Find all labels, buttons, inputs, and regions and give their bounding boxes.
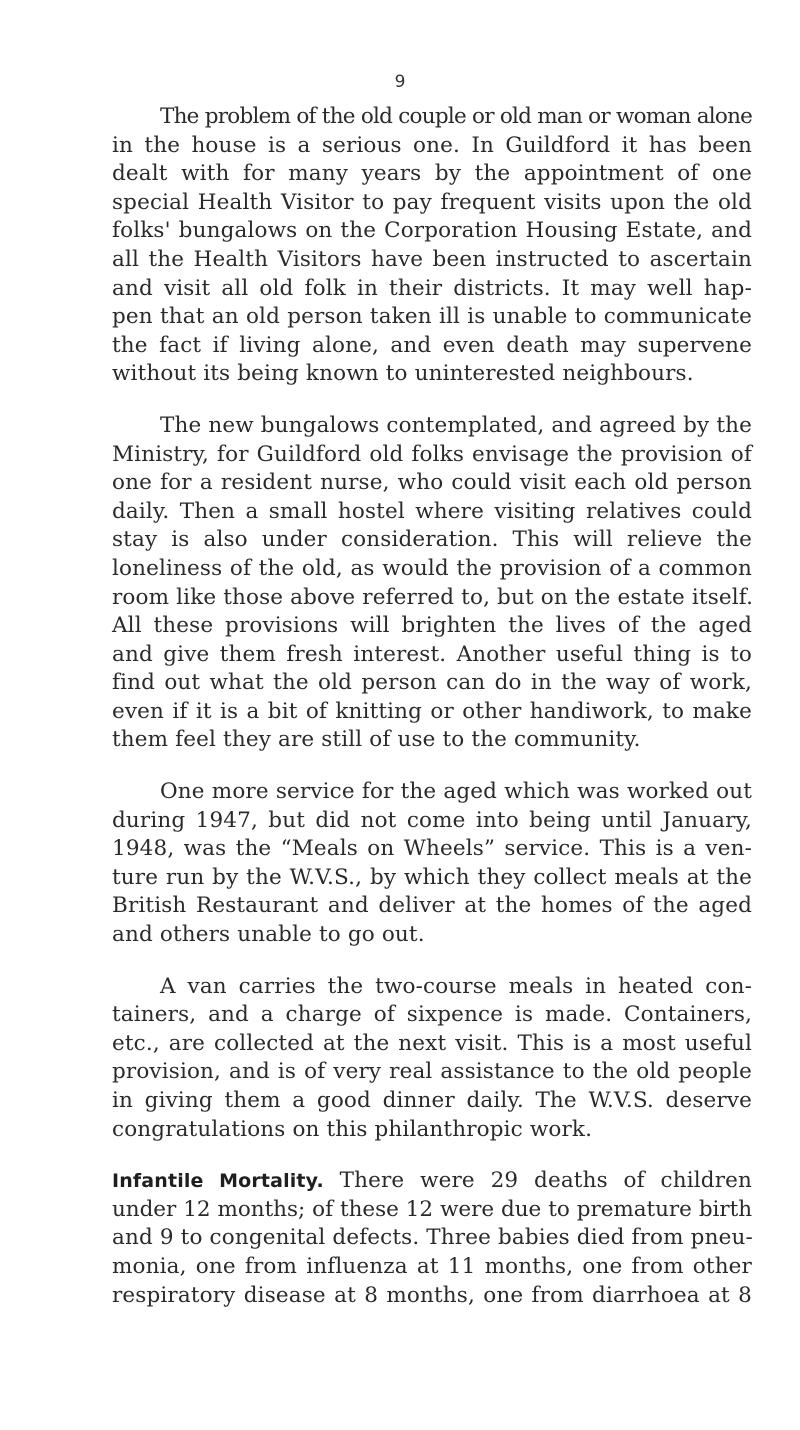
text-line: find out what the old person can do in the way of work, <box>112 670 752 696</box>
paragraph-old-folk-alone <box>112 103 752 389</box>
text-line: provision, and is of very real assistance to the old people <box>112 1059 752 1085</box>
text-line: under 12 months; of these 12 were due to premature birth <box>112 1196 752 1222</box>
paragraph-spacer <box>112 1144 752 1167</box>
text-line: one for a resident nurse, who could visit each old person <box>112 470 752 496</box>
text-line: without its being known to uninterested neighbours. <box>112 361 694 387</box>
text-line: The problem of the old couple or old man or woman alone <box>160 104 753 129</box>
text-line: daily. Then a small hostel where visiting relatives could <box>112 498 752 524</box>
text-line: the fact if living alone, and even death may supervene <box>112 332 752 358</box>
text-line: A van carries the two-course meals in heated con- <box>160 973 752 999</box>
text-line: even if it is a bit of knitting or other handiwork, to make <box>112 698 752 724</box>
text-line: in giving them a good dinner daily. The W.V.S. deserve <box>112 1088 752 1113</box>
paragraph-spacer <box>112 389 752 412</box>
text-line: and 9 to congenital defects. Three babies died from pneu- <box>112 1225 753 1251</box>
paragraph-spacer <box>112 950 752 973</box>
text-line: respiratory disease at 8 months, one from diarrhoea at 8 <box>112 1282 752 1308</box>
paragraph-spacer <box>112 755 752 778</box>
paragraph-new-bungalows <box>112 412 752 755</box>
text-line: pen that an old person taken ill is unable to communicate <box>112 304 752 330</box>
paragraph-van-meals <box>112 973 752 1145</box>
text-line: congratulations on this philanthropic work. <box>112 1116 593 1142</box>
text-line: Ministry, for Guildford old folks envisage the provision of <box>112 441 752 467</box>
text-line: and others unable to go out. <box>112 922 425 948</box>
text-line: One more service for the aged which was worked out <box>160 779 752 805</box>
text-line: monia, one from influenza at 11 months, one from other <box>112 1253 752 1279</box>
section-first-line <box>112 1167 752 1196</box>
text-line: loneliness of the old, as would the provision of a common <box>112 555 752 581</box>
text-line: special Health Visitor to pay frequent visits upon the old <box>112 189 752 215</box>
text-fragment: There were 29 deaths of children <box>339 1168 752 1194</box>
section-heading: Infantile Mortality. <box>112 1170 324 1193</box>
text-line: etc., are collected at the next visit. This is a most useful <box>112 1030 752 1056</box>
text-line: All these provisions will brighten the lives of the aged <box>112 613 752 639</box>
text-line: dealt with for many years by the appointment of one <box>112 161 752 187</box>
text-line: The new bungalows contemplated, and agreed by the <box>160 412 752 438</box>
text-line: during 1947, but did not come into being until January, <box>112 807 752 833</box>
text-line: tainers, and a charge of sixpence is made. Containers, <box>112 1002 752 1028</box>
page-number: 9 <box>394 72 406 92</box>
text-line: and visit all old folk in their districts. It may well hap- <box>112 275 752 301</box>
text-line: stay is also under consideration. This will relieve the <box>112 527 752 553</box>
text-line: British Restaurant and deliver at the homes of the aged <box>112 893 752 919</box>
text-line: in the house is a serious one. In Guildford it has been <box>112 132 752 158</box>
section-infantile-mortality <box>112 1167 752 1310</box>
text-line: and give them fresh interest. Another useful thing is to <box>112 641 752 667</box>
text-line: ture run by the W.V.S., by which they collect meals at the <box>112 864 752 890</box>
text-line: room like those above referred to, but on the estate itself. <box>112 584 754 610</box>
text-line: them feel they are still of use to the community. <box>112 727 641 753</box>
text-line: folks' bungalows on the Corporation Housing Estate, and <box>112 218 752 244</box>
body-text <box>112 103 752 1310</box>
text-line: 1948, was the “Meals on Wheels” service. This is a ven- <box>112 836 752 862</box>
text-line: all the Health Visitors have been instructed to ascertain <box>112 246 752 272</box>
paragraph-meals-on-wheels <box>112 778 752 950</box>
